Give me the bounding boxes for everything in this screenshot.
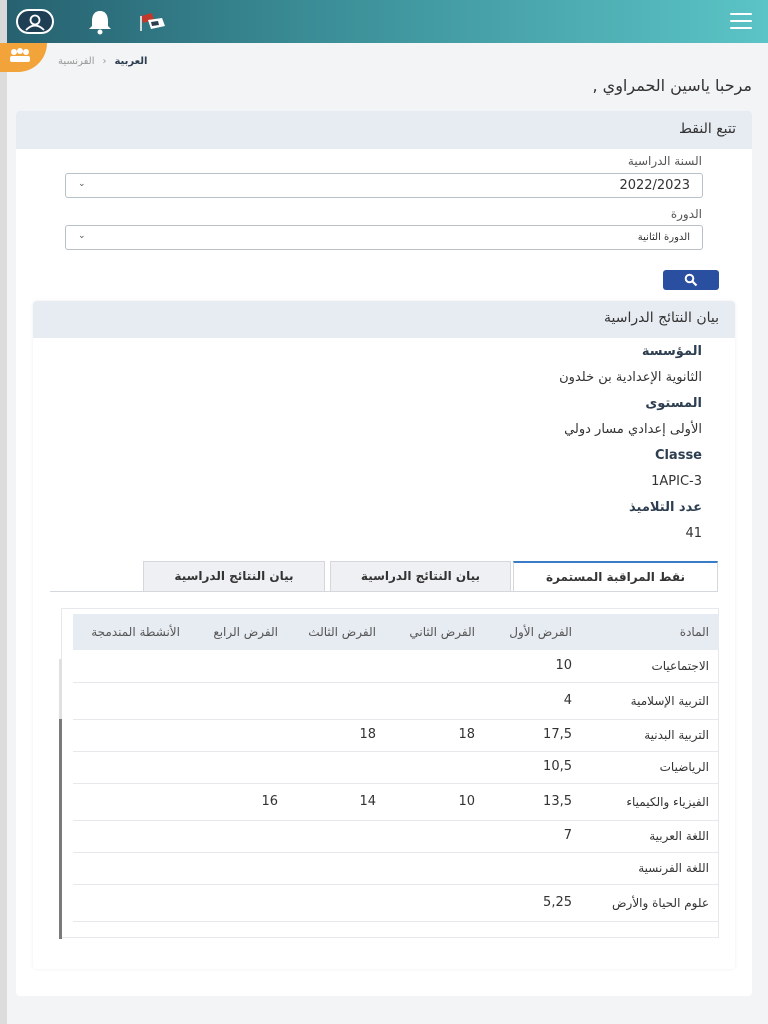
table-row xyxy=(73,820,719,852)
grade-cell: 10 xyxy=(485,650,582,682)
session-select[interactable] xyxy=(65,225,703,250)
grade-cell xyxy=(73,852,190,884)
search-button[interactable] xyxy=(663,270,719,290)
grade-cell xyxy=(73,719,190,751)
header-test-2: الفرض الثاني xyxy=(386,614,485,650)
grade-cell xyxy=(288,852,386,884)
header-test-4: الفرض الرابع xyxy=(190,614,288,650)
tab-results-statement-2[interactable]: بيان النتائج الدراسية xyxy=(143,561,325,591)
table-row xyxy=(73,884,719,921)
year-value: 2022/2023 xyxy=(619,178,690,193)
header-subject: المادة xyxy=(582,614,719,650)
grade-cell xyxy=(386,852,485,884)
table-row xyxy=(73,751,719,783)
tabs-divider xyxy=(50,591,718,592)
chevron-down-icon: ⌄ xyxy=(78,179,86,189)
grades-table xyxy=(73,614,719,922)
grades-table-container xyxy=(61,608,719,938)
session-value: الدورة الثانية xyxy=(637,232,690,243)
tab-results-statement-1[interactable]: بيان النتائج الدراسية xyxy=(330,561,511,591)
grade-cell xyxy=(288,751,386,783)
subject-cell: الرياضيات xyxy=(582,751,719,783)
level-value: الأولى إعدادي مسار دولي xyxy=(564,422,702,437)
breadcrumb xyxy=(58,56,147,67)
grade-cell: 17,5 xyxy=(485,719,582,751)
results-panel xyxy=(33,301,735,969)
tab-continuous-assessment[interactable]: نقط المراقبة المستمرة xyxy=(513,561,718,591)
subject-cell: اللغة الفرنسية xyxy=(582,852,719,884)
subject-cell: التربية البدنية xyxy=(582,719,719,751)
class-value: 1APIC-3 xyxy=(651,474,702,489)
grade-cell: 16 xyxy=(190,783,288,820)
subject-cell: الفيزياء والكيمياء xyxy=(582,783,719,820)
table-row xyxy=(73,783,719,820)
table-header-row xyxy=(73,614,719,650)
welcome-text: مرحبا ياسين الحمراوي , xyxy=(592,76,752,95)
institution-value: الثانوية الإعدادية بن خلدون xyxy=(559,370,702,385)
grade-cell: 18 xyxy=(288,719,386,751)
grade-cell xyxy=(73,783,190,820)
grade-cell xyxy=(190,820,288,852)
grade-cell xyxy=(73,884,190,921)
year-label: السنة الدراسية xyxy=(627,154,702,168)
card-title: تتبع النقط xyxy=(16,111,752,149)
subject-cell: التربية الإسلامية xyxy=(582,682,719,719)
lang-arabic-link[interactable]: العربية xyxy=(114,56,148,67)
students-label: عدد التلاميذ xyxy=(629,500,702,515)
grade-cell xyxy=(288,820,386,852)
subject-cell: الاجتماعيات xyxy=(582,650,719,682)
grade-cell xyxy=(73,820,190,852)
grade-cell xyxy=(288,650,386,682)
grade-cell xyxy=(288,682,386,719)
table-row xyxy=(73,650,719,682)
grade-cell: 10 xyxy=(386,783,485,820)
grade-cell: 10,5 xyxy=(485,751,582,783)
grade-cell xyxy=(190,852,288,884)
search-icon xyxy=(684,273,698,287)
top-bar xyxy=(0,0,768,43)
breadcrumb-separator: ‹ xyxy=(102,56,107,67)
table-row xyxy=(73,682,719,719)
grade-cell xyxy=(386,884,485,921)
grade-cell xyxy=(190,751,288,783)
grade-cell xyxy=(386,751,485,783)
session-label: الدورة xyxy=(670,207,702,221)
scrollbar-thumb[interactable] xyxy=(59,719,62,939)
lang-french-link[interactable]: الفرنسية xyxy=(58,56,95,67)
grade-cell xyxy=(73,650,190,682)
language-flag-icon[interactable] xyxy=(138,10,168,34)
subject-cell: اللغة العربية xyxy=(582,820,719,852)
group-badge[interactable] xyxy=(0,43,47,72)
grades-tracking-card xyxy=(16,111,752,996)
grade-cell xyxy=(73,751,190,783)
grade-cell xyxy=(190,719,288,751)
header-test-3: الفرض الثالث xyxy=(288,614,386,650)
grade-cell xyxy=(386,820,485,852)
table-row xyxy=(73,719,719,751)
subject-cell: علوم الحياة والأرض xyxy=(582,884,719,921)
grade-cell xyxy=(288,884,386,921)
year-select[interactable] xyxy=(65,173,703,198)
grade-cell xyxy=(190,682,288,719)
table-row xyxy=(73,852,719,884)
grade-cell: 13,5 xyxy=(485,783,582,820)
header-integrated-activities: الأنشطة المندمجة xyxy=(73,614,190,650)
level-label: المستوى xyxy=(645,396,702,411)
institution-label: المؤسسة xyxy=(641,344,702,359)
profile-icon[interactable] xyxy=(16,9,54,34)
menu-icon[interactable] xyxy=(730,13,752,29)
grade-cell xyxy=(386,682,485,719)
grade-cell xyxy=(386,650,485,682)
results-title: بيان النتائج الدراسية xyxy=(33,301,735,338)
bell-icon[interactable] xyxy=(86,9,114,35)
left-edge xyxy=(0,72,7,1024)
grade-cell xyxy=(190,650,288,682)
left-strip xyxy=(0,0,7,43)
grade-cell: 14 xyxy=(288,783,386,820)
students-value: 41 xyxy=(685,526,702,541)
grade-cell xyxy=(485,852,582,884)
grade-cell: 7 xyxy=(485,820,582,852)
grade-cell xyxy=(73,682,190,719)
grade-cell xyxy=(190,884,288,921)
header-test-1: الفرض الأول xyxy=(485,614,582,650)
grade-cell: 5,25 xyxy=(485,884,582,921)
class-label: Classe xyxy=(654,448,702,463)
grade-cell: 4 xyxy=(485,682,582,719)
results-tabs xyxy=(143,561,718,591)
grade-cell: 18 xyxy=(386,719,485,751)
chevron-down-icon: ⌄ xyxy=(78,231,86,241)
